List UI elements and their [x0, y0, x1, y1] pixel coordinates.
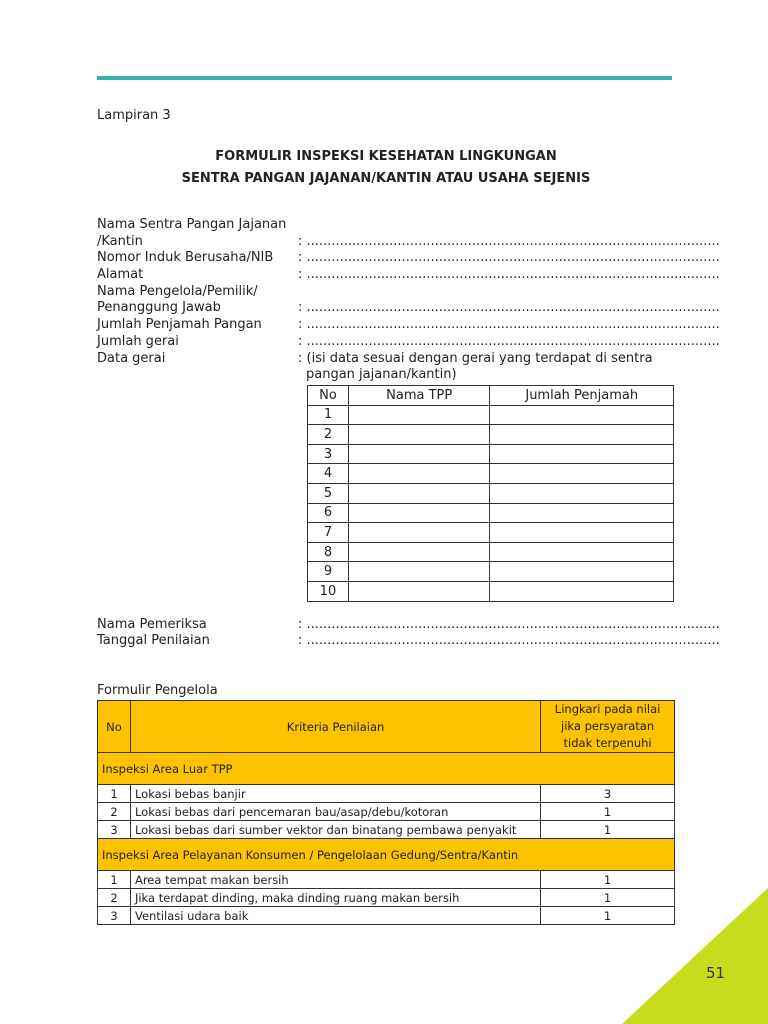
table-row	[98, 907, 675, 925]
table-row	[308, 581, 674, 601]
gerai-header-jumlah-penjamah: Jumlah Penjamah	[490, 386, 674, 406]
form-title-line2: SENTRA PANGAN JAJANAN/KANTIN ATAU USAHA SEJENIS	[181, 171, 591, 186]
cell-nama-tpp[interactable]	[348, 405, 490, 425]
label-nib: Nomor Induk Berusaha/NIB	[97, 250, 274, 265]
row-number: 3	[98, 821, 131, 839]
kriteria-header-no: No	[98, 701, 131, 753]
page-number: 51	[706, 964, 726, 982]
field-nama-sentra[interactable]: : ....................................................................................................	[298, 234, 720, 249]
row-number: 9	[308, 562, 349, 582]
label-nama-sentra: Nama Sentra Pangan Jajanan	[97, 217, 287, 232]
cell-nama-tpp[interactable]	[348, 542, 490, 562]
label-jumlah-penjamah: Jumlah Penjamah Pangan	[97, 317, 262, 332]
table-row	[308, 483, 674, 503]
cell-nama-tpp[interactable]	[348, 562, 490, 582]
cell-nama-tpp[interactable]	[348, 581, 490, 601]
cell-jumlah-penjamah[interactable]	[490, 562, 674, 582]
label-data-gerai: Data gerai	[97, 351, 166, 366]
kriteria-header-nilai-line3: tidak terpenuhi	[563, 736, 652, 750]
table-row	[308, 542, 674, 562]
table-row	[98, 821, 675, 839]
kriteria-header-nilai-line1: Lingkari pada nilai	[554, 702, 661, 716]
kriteria-header-nilai	[541, 701, 675, 753]
table-row	[308, 523, 674, 543]
table-row	[98, 803, 675, 821]
kriteria-header	[98, 701, 675, 753]
cell-nama-tpp[interactable]	[348, 444, 490, 464]
row-number: 3	[98, 907, 131, 925]
row-number: 10	[308, 581, 349, 601]
criteria-text: Area tempat makan bersih	[130, 871, 540, 889]
cell-jumlah-penjamah[interactable]	[490, 503, 674, 523]
cell-nama-tpp[interactable]	[348, 425, 490, 445]
cell-nama-tpp[interactable]	[348, 503, 490, 523]
table-row	[308, 464, 674, 484]
field-jumlah-penjamah[interactable]: : ....................................................................................................	[298, 317, 720, 332]
criteria-value[interactable]: 1	[541, 871, 675, 889]
section-header	[98, 753, 675, 785]
cell-nama-tpp[interactable]	[348, 483, 490, 503]
section-inspeksi-area-luar: Inspeksi Area Luar TPP	[98, 753, 675, 785]
row-number: 2	[98, 889, 131, 907]
cell-nama-tpp[interactable]	[348, 523, 490, 543]
field-alamat[interactable]: : ....................................................................................................	[298, 267, 720, 282]
row-number: 1	[308, 405, 349, 425]
table-row	[98, 889, 675, 907]
cell-jumlah-penjamah[interactable]	[490, 464, 674, 484]
gerai-header-nama-tpp: Nama TPP	[348, 386, 490, 406]
row-number: 1	[98, 871, 131, 889]
kriteria-header-kriteria: Kriteria Penilaian	[130, 701, 540, 753]
cell-nama-tpp[interactable]	[348, 464, 490, 484]
header-rule	[97, 76, 672, 80]
label-pengelola: Nama Pengelola/Pemilik/	[97, 284, 258, 299]
criteria-value[interactable]: 1	[541, 821, 675, 839]
section-header	[98, 839, 675, 871]
table-row	[308, 444, 674, 464]
criteria-value[interactable]: 1	[541, 803, 675, 821]
row-number: 7	[308, 523, 349, 543]
label-nama-pemeriksa: Nama Pemeriksa	[97, 617, 207, 632]
table-row	[308, 562, 674, 582]
data-gerai-note: : (isi data sesuai dengan gerai yang terdapat di sentra	[298, 351, 653, 366]
table-row	[98, 785, 675, 803]
table-row	[308, 425, 674, 445]
field-nama-pemeriksa[interactable]: : ....................................................................................................	[298, 617, 720, 632]
label-jumlah-gerai: Jumlah gerai	[97, 334, 179, 349]
label-pengelola-cont: Penanggung Jawab	[97, 300, 221, 315]
kriteria-header-nilai-line2: jika persyaratan	[561, 719, 655, 733]
table-row	[308, 405, 674, 425]
field-pengelola[interactable]: : ....................................................................................................	[298, 300, 720, 315]
row-number: 4	[308, 464, 349, 484]
section-inspeksi-area-pelayanan: Inspeksi Area Pelayanan Konsumen / Pengelolaan Gedung/Sentra/Kantin	[98, 839, 675, 871]
criteria-value[interactable]: 1	[541, 889, 675, 907]
cell-jumlah-penjamah[interactable]	[490, 444, 674, 464]
cell-jumlah-penjamah[interactable]	[490, 523, 674, 543]
data-gerai-note-cont: pangan jajanan/kantin)	[306, 367, 457, 382]
field-nib[interactable]: : ....................................................................................................	[298, 250, 720, 265]
row-number: 1	[98, 785, 131, 803]
field-jumlah-gerai[interactable]: : ....................................................................................................	[298, 334, 720, 349]
table-row	[98, 871, 675, 889]
row-number: 3	[308, 444, 349, 464]
criteria-text: Lokasi bebas dari sumber vektor dan binatang pembawa penyakit	[130, 821, 540, 839]
criteria-text: Jika terdapat dinding, maka dinding ruang makan bersih	[130, 889, 540, 907]
cell-jumlah-penjamah[interactable]	[490, 581, 674, 601]
row-number: 2	[308, 425, 349, 445]
row-number: 2	[98, 803, 131, 821]
label-tanggal-penilaian: Tanggal Penilaian	[97, 633, 210, 648]
formulir-pengelola-label: Formulir Pengelola	[97, 683, 218, 698]
label-nama-sentra-cont: /Kantin	[97, 234, 143, 249]
criteria-value[interactable]: 3	[541, 785, 675, 803]
criteria-text: Lokasi bebas banjir	[130, 785, 540, 803]
label-alamat: Alamat	[97, 267, 144, 282]
row-number: 5	[308, 483, 349, 503]
gerai-table	[307, 385, 674, 602]
form-title-line1: FORMULIR INSPEKSI KESEHATAN LINGKUNGAN	[215, 149, 557, 164]
criteria-text: Lokasi bebas dari pencemaran bau/asap/debu/kotoran	[130, 803, 540, 821]
criteria-text: Ventilasi udara baik	[130, 907, 540, 925]
row-number: 6	[308, 503, 349, 523]
kriteria-table	[97, 700, 675, 925]
lampiran-label: Lampiran 3	[97, 108, 171, 123]
row-number: 8	[308, 542, 349, 562]
cell-jumlah-penjamah[interactable]	[490, 405, 674, 425]
field-tanggal-penilaian[interactable]: : ....................................................................................................	[298, 633, 720, 648]
gerai-table-header	[308, 386, 674, 406]
cell-jumlah-penjamah[interactable]	[490, 425, 674, 445]
cell-jumlah-penjamah[interactable]	[490, 483, 674, 503]
gerai-header-no: No	[308, 386, 349, 406]
cell-jumlah-penjamah[interactable]	[490, 542, 674, 562]
criteria-value[interactable]: 1	[541, 907, 675, 925]
table-row	[308, 503, 674, 523]
